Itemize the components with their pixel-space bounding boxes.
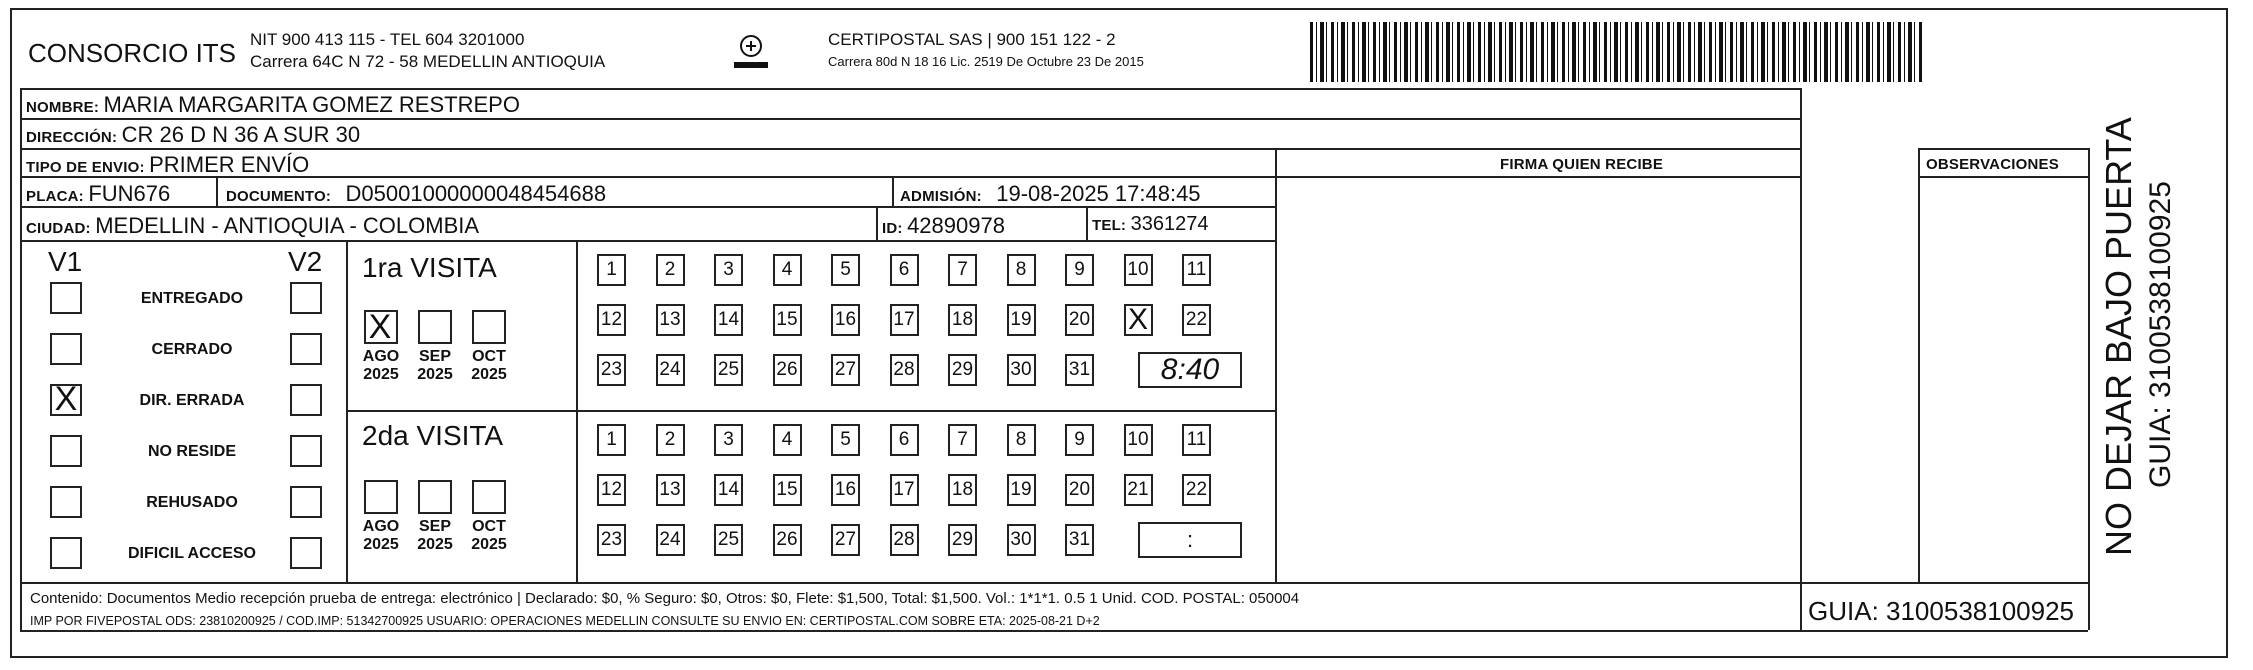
v2-checkbox[interactable] <box>290 384 322 416</box>
day-box[interactable]: 10 <box>1124 424 1153 456</box>
day-box[interactable]: 21 <box>1124 474 1153 506</box>
day-box[interactable]: 12 <box>597 474 626 506</box>
divider <box>576 240 578 582</box>
day-box[interactable]: 22 <box>1182 474 1211 506</box>
day-box[interactable]: 24 <box>656 524 685 556</box>
status-option-label: REHUSADO <box>146 494 238 511</box>
day-box[interactable]: 19 <box>1007 474 1036 506</box>
day-box[interactable]: 28 <box>890 524 919 556</box>
year-label: 2025 <box>417 536 453 553</box>
day-box[interactable]: 16 <box>831 304 860 336</box>
day-box[interactable]: 26 <box>773 354 802 386</box>
year-label: 2025 <box>471 366 507 383</box>
tel-cell <box>1092 213 1208 236</box>
day-box[interactable]: 3 <box>714 254 743 286</box>
admission-label: ADMISIÓN: <box>900 188 982 205</box>
day-box[interactable]: 6 <box>890 424 919 456</box>
month-label: AGO <box>362 348 400 365</box>
id-value: 42890978 <box>907 213 1005 238</box>
day-box[interactable]: 28 <box>890 354 919 386</box>
footer-print-info: IMP POR FIVEPOSTAL ODS: 23810200925 / COD.IMP: 51342700925 USUARIO: OPERACIONES MEDELLIN CONSULTE SU ENVIO EN: CERTIPOSTAL.COM SOBRE ETA: 2025-08-21 D+2 <box>30 614 1100 628</box>
day-box[interactable]: 5 <box>831 424 860 456</box>
no-slip-under-door-warning: NO DEJAR BAJO PUERTA <box>2098 117 2139 556</box>
divider <box>20 148 1800 150</box>
divider <box>20 118 1800 120</box>
day-box[interactable]: X <box>1124 304 1153 336</box>
admission-cell <box>900 181 1201 207</box>
day-box[interactable]: 26 <box>773 524 802 556</box>
day-box[interactable]: 31 <box>1065 354 1094 386</box>
divider-top <box>20 88 1800 90</box>
tel-label: TEL: <box>1092 217 1127 234</box>
day-box[interactable]: 2 <box>656 424 685 456</box>
footer-contents: Contenido: Documentos Medio recepción prueba de entrega: electrónico | Declarado: $0, % Seguro: $0, Otros: $0, Flete: $1,500, Total: $1,500. Vol.: 1*1*1. 0.5 1 Unid. COD. POSTAL: 050004 <box>30 590 1300 607</box>
recipient-address: CR 26 D N 36 A SUR 30 <box>121 122 361 147</box>
month-checkbox[interactable] <box>364 480 398 514</box>
day-box[interactable]: 11 <box>1182 254 1211 286</box>
month-checkbox[interactable] <box>472 310 506 344</box>
v1-label: V1 <box>48 246 83 277</box>
day-box[interactable]: 14 <box>714 474 743 506</box>
day-box[interactable]: 15 <box>773 304 802 336</box>
recipient-name: MARIA MARGARITA GOMEZ RESTREPO <box>103 92 520 117</box>
day-box[interactable]: 19 <box>1007 304 1036 336</box>
admission-value: 19-08-2025 17:48:45 <box>996 181 1201 206</box>
type-row <box>26 152 309 178</box>
city-label: CIUDAD: <box>26 220 91 237</box>
day-box[interactable]: 25 <box>714 524 743 556</box>
year-label: 2025 <box>417 366 453 383</box>
company-address: Carrera 64C N 72 - 58 MEDELLIN ANTIOQUIA <box>250 52 606 71</box>
first-visit-label: 1ra VISITA <box>362 252 497 283</box>
name-label: NOMBRE: <box>26 99 100 116</box>
day-box[interactable]: 18 <box>948 474 977 506</box>
v1-checkbox[interactable] <box>50 486 82 518</box>
certipostal-logo-icon <box>728 30 774 76</box>
v2-label: V2 <box>288 246 323 277</box>
day-box[interactable]: 29 <box>948 354 977 386</box>
day-box[interactable]: 12 <box>597 304 626 336</box>
v2-checkbox[interactable] <box>290 537 322 569</box>
day-box[interactable]: 23 <box>597 524 626 556</box>
day-box[interactable]: 13 <box>656 304 685 336</box>
month-label: OCT <box>472 518 506 535</box>
divider <box>1800 582 2088 584</box>
month-label: AGO <box>362 518 400 535</box>
address-row <box>26 122 360 148</box>
day-box[interactable]: 9 <box>1065 254 1094 286</box>
divider <box>1918 176 2088 178</box>
status-option-label: ENTREGADO <box>140 290 244 307</box>
carrier-name: CERTIPOSTAL SAS | 900 151 122 - 2 <box>828 30 1116 49</box>
day-box[interactable]: 25 <box>714 354 743 386</box>
side-guia: GUIA: 3100538100925 <box>2144 181 2177 488</box>
day-box[interactable]: 20 <box>1065 304 1094 336</box>
day-box[interactable]: 8 <box>1007 254 1036 286</box>
v1-checkbox[interactable] <box>50 333 82 365</box>
divider <box>346 410 1275 412</box>
day-box[interactable]: 27 <box>831 524 860 556</box>
v1-checkbox[interactable] <box>50 537 82 569</box>
id-label: ID: <box>882 220 903 237</box>
city-cell <box>26 213 479 239</box>
day-box[interactable]: 23 <box>597 354 626 386</box>
day-box[interactable]: 24 <box>656 354 685 386</box>
v2-checkbox[interactable] <box>290 435 322 467</box>
v2-checkbox[interactable] <box>290 333 322 365</box>
type-label: TIPO DE ENVIO: <box>26 159 145 176</box>
address-label: DIRECCIÓN: <box>26 129 118 146</box>
divider <box>1800 630 2088 632</box>
day-box[interactable]: 30 <box>1007 354 1036 386</box>
shipment-type: PRIMER ENVÍO <box>149 152 310 177</box>
status-option-label: DIR. ERRADA <box>139 392 245 409</box>
footer-guia: GUIA: 3100538100925 <box>1808 596 2074 626</box>
barcode <box>1310 22 1922 82</box>
name-row <box>26 92 520 118</box>
signature-header: FIRMA QUIEN RECIBE <box>1500 156 1664 173</box>
day-box[interactable]: 14 <box>714 304 743 336</box>
day-box[interactable]: 8 <box>1007 424 1036 456</box>
carrier-address: Carrera 80d N 18 16 Lic. 2519 De Octubre 23 De 2015 <box>828 54 1144 69</box>
month-checkbox[interactable] <box>418 310 452 344</box>
v1-checkbox[interactable] <box>50 435 82 467</box>
day-box[interactable]: 7 <box>948 424 977 456</box>
city-value: MEDELLIN - ANTIOQUIA - COLOMBIA <box>95 213 480 238</box>
year-label: 2025 <box>363 366 399 383</box>
day-box[interactable]: 17 <box>890 474 919 506</box>
day-box[interactable]: 16 <box>831 474 860 506</box>
month-checkbox[interactable] <box>418 480 452 514</box>
day-box[interactable]: 9 <box>1065 424 1094 456</box>
plate-label: PLACA: <box>26 188 84 205</box>
divider <box>1275 148 1277 582</box>
day-box[interactable]: 1 <box>597 424 626 456</box>
month-label: OCT <box>472 348 506 365</box>
divider <box>20 240 1275 242</box>
day-box[interactable]: 17 <box>890 304 919 336</box>
time-box[interactable]: 8:40 <box>1138 352 1242 388</box>
document-label: DOCUMENTO: <box>226 188 332 205</box>
divider-bottom <box>20 630 1800 632</box>
day-box[interactable]: 13 <box>656 474 685 506</box>
day-box[interactable]: 4 <box>773 424 802 456</box>
day-box[interactable]: 29 <box>948 524 977 556</box>
day-box[interactable]: 7 <box>948 254 977 286</box>
plate-value: FUN676 <box>88 181 171 206</box>
divider <box>1918 148 2088 150</box>
day-box[interactable]: 18 <box>948 304 977 336</box>
divider <box>1086 206 1088 240</box>
v1-checkbox[interactable] <box>50 282 82 314</box>
observations-header: OBSERVACIONES <box>1926 156 2059 173</box>
company-name: CONSORCIO ITS <box>28 38 237 68</box>
month-label: SEP <box>418 348 451 365</box>
divider <box>892 176 894 206</box>
divider <box>216 176 218 206</box>
day-box[interactable]: 1 <box>597 254 626 286</box>
day-box[interactable]: 27 <box>831 354 860 386</box>
second-visit-label: 2da VISITA <box>362 420 504 451</box>
month-label: SEP <box>418 518 451 535</box>
v2-checkbox[interactable] <box>290 282 322 314</box>
day-box[interactable]: 3 <box>714 424 743 456</box>
status-option-label: NO RESIDE <box>147 443 236 460</box>
day-box[interactable]: 20 <box>1065 474 1094 506</box>
company-nit: NIT 900 413 115 - TEL 604 3201000 <box>250 30 525 49</box>
day-box[interactable]: 2 <box>656 254 685 286</box>
day-box[interactable]: 4 <box>773 254 802 286</box>
day-box[interactable]: 31 <box>1065 524 1094 556</box>
day-box[interactable]: 11 <box>1182 424 1211 456</box>
check-mark-icon: X <box>368 308 392 346</box>
day-box[interactable]: 22 <box>1182 304 1211 336</box>
divider <box>2088 148 2090 630</box>
year-label: 2025 <box>363 536 399 553</box>
day-box[interactable]: 30 <box>1007 524 1036 556</box>
document-value: D05001000000048454688 <box>345 181 607 206</box>
v2-checkbox[interactable] <box>290 486 322 518</box>
day-box[interactable]: 6 <box>890 254 919 286</box>
day-box[interactable]: 10 <box>1124 254 1153 286</box>
day-box[interactable]: 5 <box>831 254 860 286</box>
status-option-label: DIFICIL ACCESO <box>127 545 256 562</box>
day-box[interactable]: 15 <box>773 474 802 506</box>
divider-footer <box>20 582 1800 584</box>
plate-cell <box>26 181 170 207</box>
divider <box>20 88 22 630</box>
year-label: 2025 <box>471 536 507 553</box>
divider <box>1918 148 1920 582</box>
tel-value: 3361274 <box>1130 213 1209 235</box>
divider <box>876 206 878 240</box>
status-option-label: CERRADO <box>151 341 233 358</box>
document-cell <box>226 181 606 207</box>
divider <box>1800 88 1802 630</box>
month-checkbox[interactable] <box>472 480 506 514</box>
check-mark-icon: X <box>54 380 78 418</box>
time-box[interactable]: : <box>1138 522 1242 558</box>
id-cell <box>882 213 1005 239</box>
